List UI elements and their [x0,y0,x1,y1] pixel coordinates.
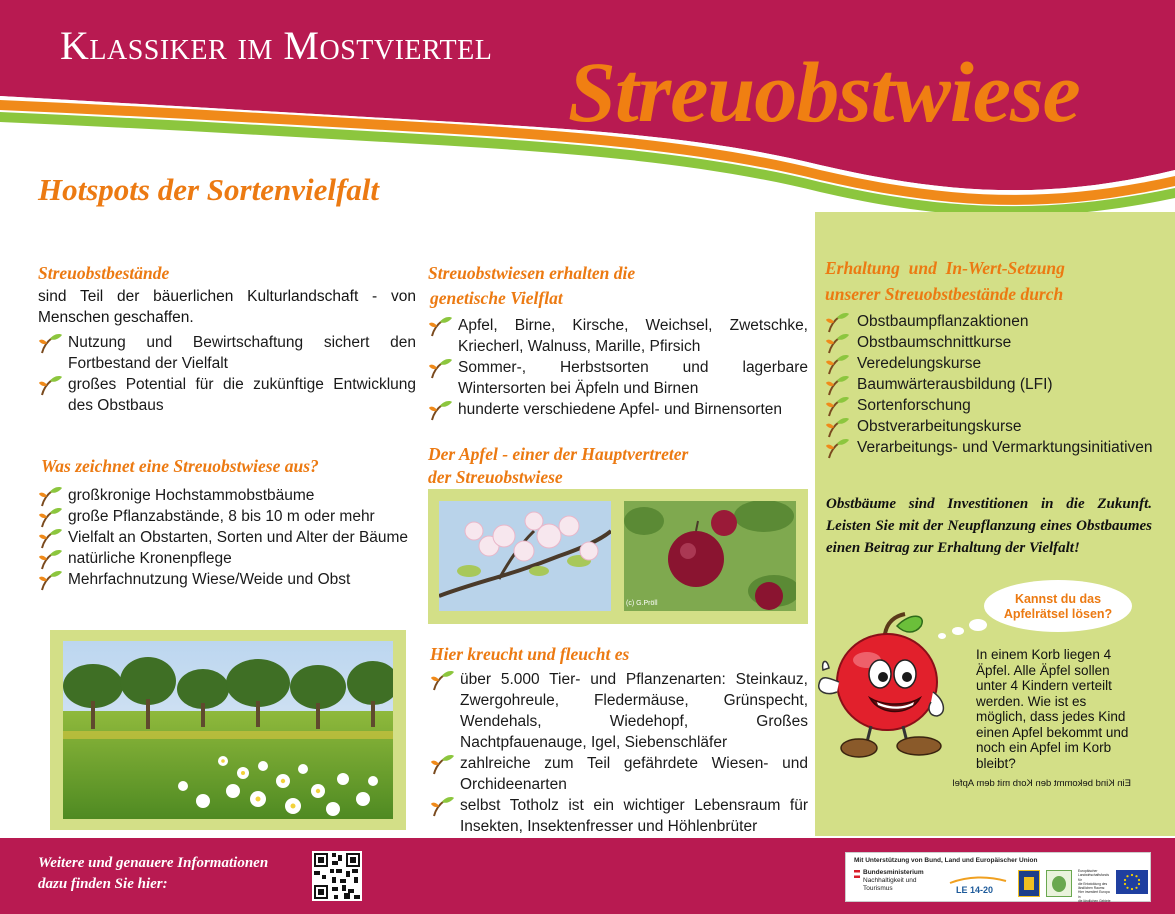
le-swoosh-icon [948,875,1008,885]
apple-blossom-photo [439,501,611,611]
le-14-20-logo [948,875,1008,899]
leaf-bullet-icon [430,754,456,776]
bullet-list [38,485,416,590]
leaf-bullet-icon [38,549,64,571]
list-item: Apfel, Birne, Kirsche, Weichsel, Zwetschke, Kriecherl, Walnuss, Marille, Pfirsich [428,315,808,357]
list-item: Mehrfachnutzung Wiese/Weide und Obst [38,569,416,590]
list-item: Baumwärterausbildung (LFI) [825,374,1165,395]
meadow-photo-frame [50,630,406,830]
list-item: Verarbeitungs- und Vermarktungsinitiativen [825,437,1165,458]
leaf-bullet-icon [428,400,454,422]
meadow-photo [63,641,393,819]
leaf-bullet-icon [825,375,851,397]
bullet-list [38,332,416,416]
leaf-bullet-icon [825,333,851,355]
bullet-list [428,315,808,420]
list-item: natürliche Kronenpflege [38,548,416,569]
list-item: großes Potential für die zukünftige Entwicklung des Obstbaus [38,374,416,416]
heading-line: genetische Vielflat [430,288,563,308]
heading-line: Streuobstwiesen erhalten die [428,263,636,283]
right-section-erhaltung [825,255,1165,458]
col2-section2 [428,443,808,489]
list-item: über 5.000 Tier- und Pflanzenarten: Steinkauz, Zwergohreule, Fledermäuse, Grünspecht, Wendehals, Wiedehopf, Großes Nachtpfauenauge, Igel, Siebenschläfer [430,669,808,753]
section-intro: sind Teil der bäuerlichen Kulturlandschaft - von Menschen geschaffen. [38,288,416,326]
eu-line: die Entwicklung des [1078,881,1108,886]
list-item: Nutzung und Bewirtschaftung sichert den Fortbestand der Vielfalt [38,332,416,374]
heading-line: unserer Streuobstbestände durch [825,284,1064,304]
list-item: Sortenforschung [825,395,1165,416]
list-item: Veredelungskurse [825,353,1165,374]
leaf-bullet-icon [38,570,64,592]
leader-logo-icon [1046,870,1072,897]
list-item: Obstbaumpflanzaktionen [825,311,1165,332]
sponsor-logos-strip [845,852,1151,902]
investment-text: Obstbäume sind Investitionen in die Zukunft. Leisten Sie mit der Neupflanzung eines Obstbaumes einen Beitrag zur Erhaltung der Vielfalt! [826,496,1152,556]
leaf-bullet-icon [430,670,456,692]
ministry-logo [854,869,954,893]
list-item: Obstbaumschnittkurse [825,332,1165,353]
photo-credit: (c) G.Pröll [626,600,658,607]
bullet-list [430,669,808,837]
apple-photos-frame [428,489,808,624]
eu-line: die ländlichen Gebiete [1078,899,1111,904]
austria-flag-icon [854,870,860,878]
leaf-bullet-icon [38,528,64,550]
leaf-bullet-icon [38,486,64,508]
footer-info-line: Weitere und genauere Informationen [38,855,269,871]
col1-section1 [38,261,416,416]
eu-line: Hier investiert Europa in [1078,890,1110,899]
leaf-bullet-icon [825,354,851,376]
list-item: Sommer-, Herbstsorten und lagerbare Wintersorten bei Äpfeln und Birnen [428,357,808,399]
eu-line: ländlichen Raums: [1078,886,1106,891]
list-item: großkronige Hochstammobstbäume [38,485,416,506]
eafrd-text [1078,869,1112,903]
col1-section2 [38,454,416,590]
bullet-list [825,311,1165,458]
ministry-line: Bundesministerium [863,869,924,876]
heading-line: Erhaltung und In-Wert-Setzung [825,258,1065,278]
red-apple-photo [624,501,796,611]
leaf-bullet-icon [38,507,64,529]
qr-code-icon[interactable] [312,851,362,901]
footer-info-line: dazu finden Sie hier: [38,876,168,892]
header-kicker: Klassiker im Mostviertel [60,23,493,68]
bubble-line: Apfelrätsel lösen? [1003,607,1113,621]
leaf-bullet-icon [825,312,851,334]
leaf-bullet-icon [38,375,64,397]
list-item: Obstverarbeitungskurse [825,416,1165,437]
section-heading-genetische-vielfalt [428,261,808,311]
heading-line: Der Apfel - einer der Hauptvertreter [428,444,689,464]
apple-mascot [815,612,960,772]
list-item: hunderte verschiedene Apfel- und Birnensorten [428,399,808,420]
list-item: große Pflanzabstände, 8 bis 10 m oder mehr [38,506,416,527]
section-heading-streuobstbestaende: Streuobstbestände [38,263,170,283]
eu-line: Landwirtschaftsfonds für [1078,873,1109,882]
leaf-bullet-icon [430,796,456,818]
list-item: zahlreiche zum Teil gefährdete Wiesen- und Orchideenarten [430,753,808,795]
le-logo-text: LE 14-20 [956,885,994,895]
riddle-text: In einem Korb liegen 4 Äpfel. Alle Äpfel sollen unter 4 Kindern verteilt werden. Wie ist es möglich, dass jedes Kind einen Apfel bekommt und noch ein Apfel im Korb bleibt? [976,647,1129,771]
riddle-answer-mirrored: Ein Kind bekommt den Korb mit dem Apfel [952,778,1131,789]
col2-section3 [430,642,808,837]
section-heading-kreucht-fleucht: Hier kreucht und fleucht es [430,644,630,664]
ministry-line: Tourismus [863,885,893,892]
section-heading-erhaltung [825,255,1165,307]
header-title: Streuobstwiese [568,44,1080,140]
eu-line: Europäischer [1078,869,1098,873]
noe-logo-icon [1018,870,1040,897]
footer-info-text [38,853,268,895]
list-item: Vielfalt an Obstarten, Sorten und Alter der Bäume [38,527,416,548]
leaf-bullet-icon [825,417,851,439]
sponsor-support-text: Mit Unterstützung von Bund, Land und Europäischer Union [854,857,1038,864]
col2-section1 [428,261,808,420]
heading-line: der Streuobstwiese [428,467,563,487]
ministry-line: Nachhaltigkeit und [863,877,917,884]
main-heading: Hotspots der Sortenvielfalt [38,172,379,207]
bubble-text [990,592,1126,622]
section-heading-was-zeichnet: Was zeichnet eine Streuobstwiese aus? [41,456,319,476]
bubble-line: Kannst du das [1014,592,1102,606]
leaf-bullet-icon [38,333,64,355]
list-item: selbst Totholz ist ein wichtiger Lebensraum für Insekten, Insektenfresser und Höhlenbrüter [430,795,808,837]
leaf-bullet-icon [428,316,454,338]
leaf-bullet-icon [825,438,851,460]
eu-flag-icon [1116,870,1148,894]
section-heading-der-apfel [428,443,808,489]
leaf-bullet-icon [825,396,851,418]
leaf-bullet-icon [428,358,454,380]
